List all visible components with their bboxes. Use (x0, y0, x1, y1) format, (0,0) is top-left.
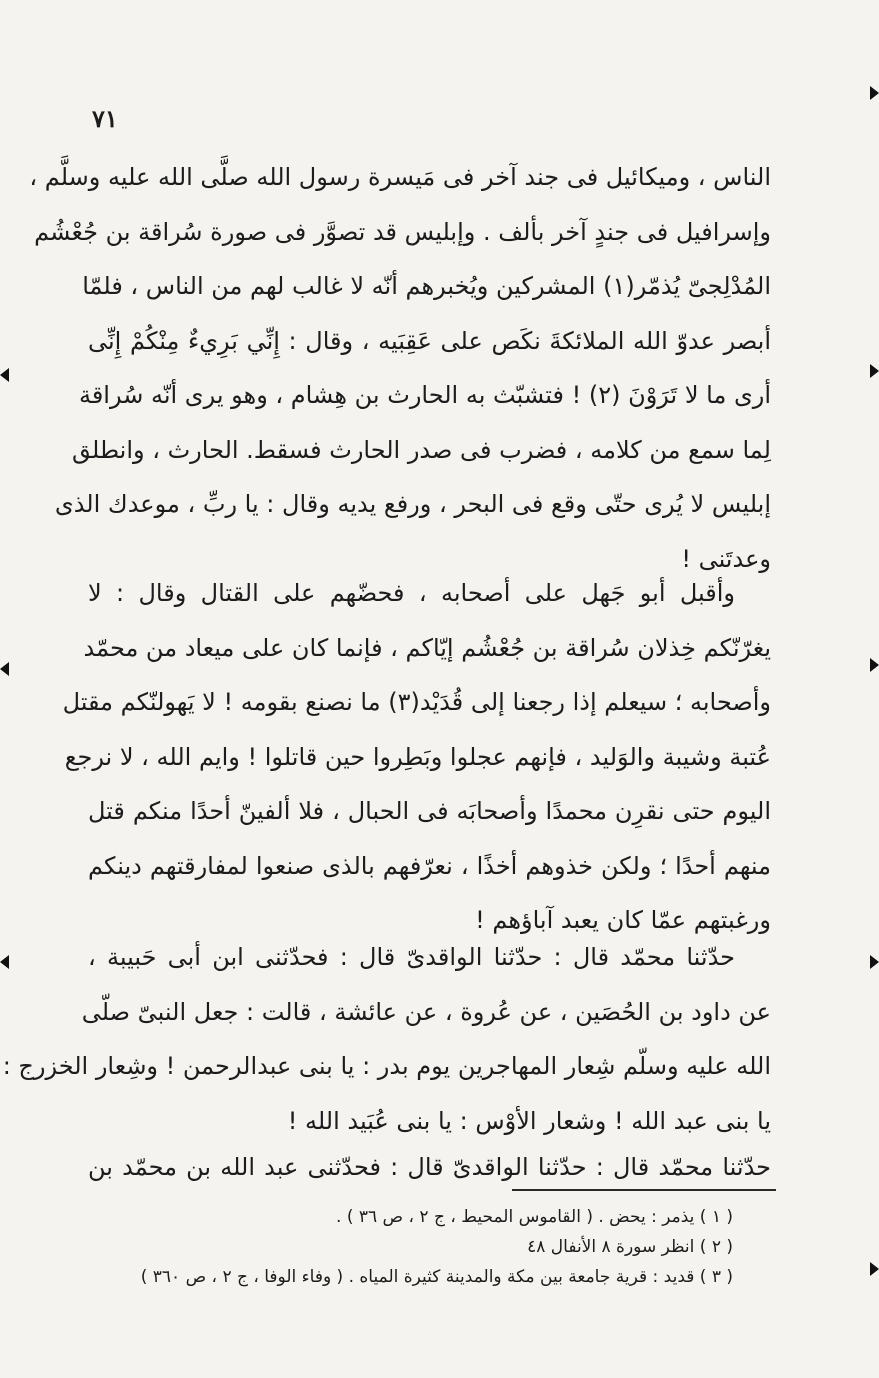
footnote-divider (512, 1189, 776, 1191)
footnote-3: ( ٣ ) قديد : قرية جامعة بين مكة والمدينة كثيرة المياه . ( وفاء الوفا ، ج ٢ ، ص ٣٦٠ ) (140, 1267, 733, 1287)
text-line: وأصحابه ؛ سيعلم إذا رجعنا إلى قُدَيْد(٣) ما نصنع بقومه ! لا يَهولنّكم مقتل (62, 688, 771, 716)
text-line: المُدْلِجىّ يُذمّر(١) المشركين ويُخبرهم أنّه لا غالب لهم من الناس ، فلمّا (82, 272, 771, 300)
footnote-2: ( ٢ ) انظر سورة ٨ الأنفال ٤٨ (527, 1237, 733, 1257)
margin-mark (870, 1262, 879, 1276)
paragraph-3 (2, 930, 771, 1148)
paragraph-1 (29, 150, 771, 586)
text-line: عُتبة وشيبة والوَليد ، فإنهم عجلوا وبَطِروا حين قاتلوا ! وايم الله ، لا نرجع (64, 742, 771, 771)
text-line: منهم أحدًا ؛ ولكن خذوهم أخذًا ، نعرّفهم بالذى صنعوا لمفارقتهم دينكم (88, 851, 771, 880)
margin-mark (870, 955, 879, 969)
text-line: يا بنى عبد الله ! وشعار الأوْس : يا بنى عُبَيد الله ! (287, 1106, 771, 1135)
text-line: وإسرافيل فى جندٍ آخر بألف . وإبليس قد تصوَّر فى صورة سُراقة بن جُعْشُم (34, 217, 771, 246)
text-line: ورغبتهم عمّا كان يعبد آباؤهم ! (475, 906, 771, 934)
text-line: الله عليه وسلّم شِعار المهاجرين يوم بدر : يا بنى عبدالرحمن ! وشِعار الخزرج : (2, 1052, 771, 1080)
text-line: الناس ، وميكائيل فى جند آخر فى مَيسرة رسول الله صلَّى الله عليه وسلَّم ، (29, 163, 771, 191)
text-line: وعدتَنى ! (681, 544, 771, 573)
text-line: حدّثنا محمّد قال : حدّثنا الواقدىّ قال : فحدّثنى ابن أبى حَبيبة ، (88, 943, 735, 971)
text-line: عن داود بن الحُصَين ، عن عُروة ، عن عائشة ، قالت : جعل النبىّ صلّى (81, 997, 771, 1026)
text-line: لِما سمع من كلامه ، فضرب فى صدر الحارث فسقط. الحارث ، وانطلق (71, 435, 771, 464)
text-line: حدّثنا محمّد قال : حدّثنا الواقدىّ قال : فحدّثنى عبد الله بن محمّد بن (88, 1153, 771, 1181)
margin-mark (0, 662, 9, 676)
text-line: اليوم حتى نقرِن محمدًا وأصحابَه فى الحبال ، فلا ألفينّ أحدًا منكم قتل (88, 797, 771, 825)
paragraph-4 (88, 1140, 771, 1195)
footnote-1: ( ١ ) يذمر : يحض . ( القاموس المحيط ، ج ٢ ، ص ٣٦ ) . (336, 1207, 733, 1227)
text-line: أرى ما لا تَرَوْنَ (٢) ! فتشبّث به الحارث بن هِشام ، وهو يرى أنّه سُراقة (78, 381, 771, 409)
margin-mark (0, 368, 9, 382)
paragraph-2 (62, 566, 771, 948)
page-number: ٧١ (92, 104, 118, 133)
text-line: إبليس لا يُرى حتّى وقع فى البحر ، ورفع يديه وقال : يا ربِّ ، موعدك الذى (54, 490, 771, 518)
text-line: وأقبل أبو جَهل على أصحابه ، فحضّهم على القتال وقال : لا (88, 579, 735, 607)
footnotes (140, 1202, 733, 1292)
margin-mark (870, 364, 879, 378)
margin-mark (870, 86, 879, 100)
text-line: يغرّنّكم خِذلان سُراقة بن جُعْشُم إيّاكم ، فإنما كان على ميعاد من محمّد (83, 633, 771, 662)
margin-mark (870, 658, 879, 672)
text-line: أبصر عدوّ الله الملائكةَ نكَص على عَقِبَيه ، وقال : إِنِّي بَرِيءٌ مِنْكُمْ إِنِّى (88, 326, 771, 355)
margin-mark (0, 955, 9, 969)
